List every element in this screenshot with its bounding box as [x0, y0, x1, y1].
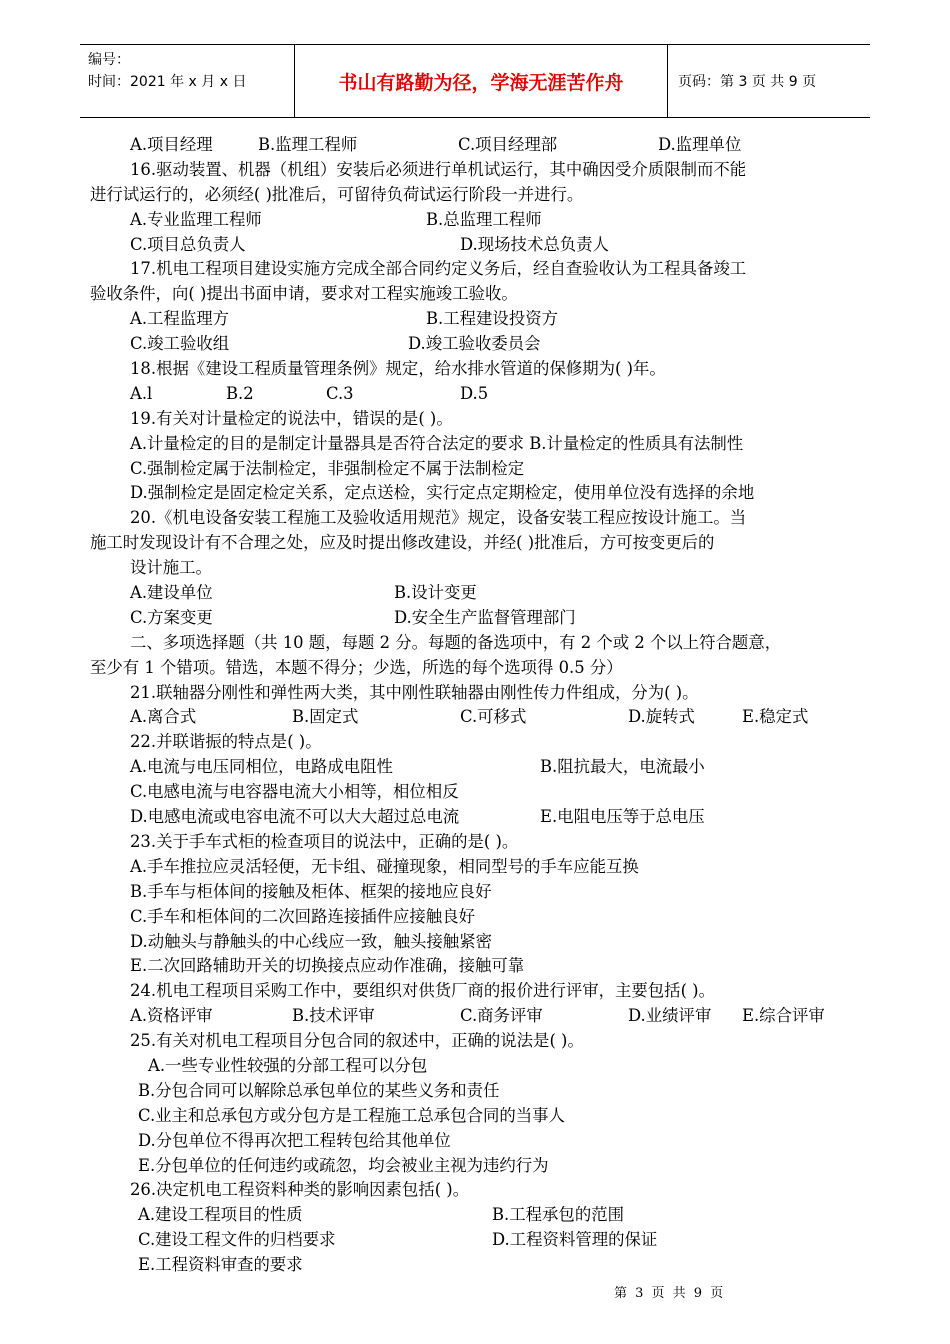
option-a: A.资格评审	[130, 1006, 213, 1026]
question-text: 施工时发现设计有不合理之处，应及时提出修改建设，并经( )批准后，方可按变更后的	[90, 533, 715, 553]
q24-options	[90, 1004, 870, 1029]
question-text: 17.机电工程项目建设实施方完成全部合同约定义务后，经自查验收认为工程具备竣工	[130, 259, 747, 279]
question-text: 22.并联谐振的特点是( )。	[130, 732, 322, 752]
option-line: A.手车推拉应灵活轻便，无卡组、碰撞现象，相同型号的手车应能互换	[130, 856, 639, 876]
q22-options-ab	[90, 755, 870, 780]
option-line: E.二次回路辅助开关的切换接点应动作准确，接触可靠	[130, 956, 525, 976]
header-page-number: 页码：第 3 页 共 9 页	[678, 74, 817, 90]
option-c: C.3	[326, 383, 354, 403]
option-line: E.分包单位的任何违约或疏忽，均会被业主视为违约行为	[138, 1155, 549, 1175]
option-line: D.强制检定是固定检定关系，定点送检，实行定点定期检定，使用单位没有选择的余地	[130, 483, 755, 503]
exam-content	[90, 133, 870, 1278]
option-b: B.技术评审	[292, 1006, 375, 1026]
option-c: C.建设工程文件的归档要求	[138, 1230, 336, 1250]
q21-options	[90, 705, 870, 730]
option-b: B.工程承包的范围	[492, 1205, 624, 1225]
option-line: C.强制检定属于法制检定，非强制检定不属于法制检定	[130, 458, 525, 478]
option-d: D.电感电流或电容电流不可以大大超过总电流	[130, 807, 460, 827]
option-line: B.手车与柜体间的接触及柜体、框架的接地应良好	[130, 881, 492, 901]
option-a: A.建设单位	[130, 583, 213, 603]
option-line: D.分包单位不得再次把工程转包给其他单位	[138, 1130, 451, 1150]
question-text: 21.联轴器分刚性和弹性两大类，其中刚性联轴器由刚性传力件组成，分为( )。	[130, 682, 699, 702]
option-d: D.5	[460, 383, 489, 403]
option-e: E.综合评审	[742, 1006, 825, 1026]
option-b: B.2	[226, 383, 254, 403]
option-b: B.固定式	[292, 707, 359, 727]
option-a: A.专业监理工程师	[130, 209, 262, 229]
question-text: 验收条件，向( )提出书面申请，要求对工程实施竣工验收。	[90, 284, 518, 304]
option-line: C.手车和柜体间的二次回路连接插件应接触良好	[130, 906, 475, 926]
q17-options-cd	[90, 332, 870, 357]
question-text: 19.有关对计量检定的说法中，错误的是( )。	[130, 408, 453, 428]
option-line: B.分包合同可以解除总承包单位的某些义务和责任	[138, 1080, 500, 1100]
option-d: D.工程资料管理的保证	[492, 1230, 658, 1250]
option-line: E.工程资料审查的要求	[138, 1255, 303, 1275]
option-line: A.计量检定的目的是制定计量器具是否符合法定的要求 B.计量检定的性质具有法制性	[130, 433, 744, 453]
option-c: C.可移式	[460, 707, 527, 727]
header-meta	[80, 45, 295, 117]
question-text: 26.决定机电工程资料种类的影响因素包括( )。	[130, 1180, 470, 1200]
option-d: D.旋转式	[628, 707, 695, 727]
option-e: E.电阻电压等于总电压	[540, 807, 705, 827]
option-c: C.项目总负责人	[130, 234, 246, 254]
q17-options-ab	[90, 307, 870, 332]
q18-options	[90, 382, 870, 407]
q15-options	[90, 133, 870, 158]
option-a: A.电流与电压同相位，电路成电阻性	[130, 757, 393, 777]
section-instructions: 至少有 1 个错项。错选，本题不得分；少选，所选的每个选项得 0.5 分）	[90, 657, 623, 677]
question-text: 18.根据《建设工程质量管理条例》规定，给水排水管道的保修期为( )年。	[130, 359, 666, 379]
page-header	[80, 44, 870, 118]
question-text: 25.有关对机电工程项目分包合同的叙述中，正确的说法是( )。	[130, 1031, 584, 1051]
q26-options-ab	[90, 1203, 870, 1228]
section-heading: 二、多项选择题（共 10 题，每题 2 分。每题的备选项中，有 2 个或 2 个以上符合题意，	[130, 632, 782, 652]
option-a: A.建设工程项目的性质	[138, 1205, 303, 1225]
option-c: C.竣工验收组	[130, 334, 230, 354]
option-line: C.业主和总承包方或分包方是工程施工总承包合同的当事人	[138, 1105, 565, 1125]
option-b: B.监理工程师	[258, 135, 358, 154]
option-d: D.竣工验收委员会	[408, 334, 541, 354]
q20-options-cd	[90, 606, 870, 631]
q20-options-ab	[90, 581, 870, 606]
option-line: D.动触头与静触头的中心线应一致，触头接触紧密	[130, 931, 492, 951]
question-text: 20.《机电设备安装工程施工及验收适用规范》规定，设备安装工程应按设计施工。当	[130, 508, 747, 528]
question-text: 设计施工。	[130, 558, 212, 578]
option-d: D.现场技术总负责人	[460, 234, 609, 254]
option-line: A.一些专业性较强的分部工程可以分包	[148, 1055, 428, 1075]
option-c: C.方案变更	[130, 607, 213, 627]
q22-options-de	[90, 805, 870, 830]
option-line: C.电感电流与电容器电流大小相等，相位相反	[130, 782, 459, 802]
question-text: 16.驱动装置、机器（机组）安装后必须进行单机试运行，其中确因受介质限制而不能	[130, 159, 747, 179]
option-d: D.监理单位	[658, 135, 742, 154]
option-b: B.工程建设投资方	[426, 309, 558, 329]
q16-options-cd	[90, 233, 870, 258]
q16-options-ab	[90, 208, 870, 233]
option-a: A.项目经理	[130, 135, 213, 154]
option-d: D.业绩评审	[628, 1006, 712, 1026]
q26-options-cd	[90, 1228, 870, 1253]
option-d: D.安全生产监督管理部门	[394, 607, 576, 627]
doc-time-label: 时间：2021 年 x 月 x 日	[88, 74, 247, 90]
option-c: C.商务评审	[460, 1006, 543, 1026]
option-a: A.l	[130, 383, 153, 403]
option-b: B.总监理工程师	[426, 209, 542, 229]
doc-number-label: 编号：	[88, 52, 130, 68]
question-text: 23.关于手车式柜的检查项目的说法中，正确的是( )。	[130, 831, 519, 851]
option-b: B.设计变更	[394, 583, 477, 603]
header-motto: 书山有路勤为径，学海无涯苦作舟	[295, 45, 668, 117]
option-b: B.阻抗最大，电流最小	[540, 757, 705, 777]
option-e: E.稳定式	[742, 707, 809, 727]
option-a: A.工程监理方	[130, 309, 229, 329]
page-footer: 第 3 页 共 9 页	[614, 1286, 726, 1301]
question-text: 进行试运行的，必须经( )批准后，可留待负荷试运行阶段一并进行。	[90, 184, 584, 204]
option-a: A.离合式	[130, 707, 197, 727]
question-text: 24.机电工程项目采购工作中，要组织对供货厂商的报价进行评审，主要包括( )。	[130, 981, 715, 1001]
option-c: C.项目经理部	[458, 135, 558, 154]
